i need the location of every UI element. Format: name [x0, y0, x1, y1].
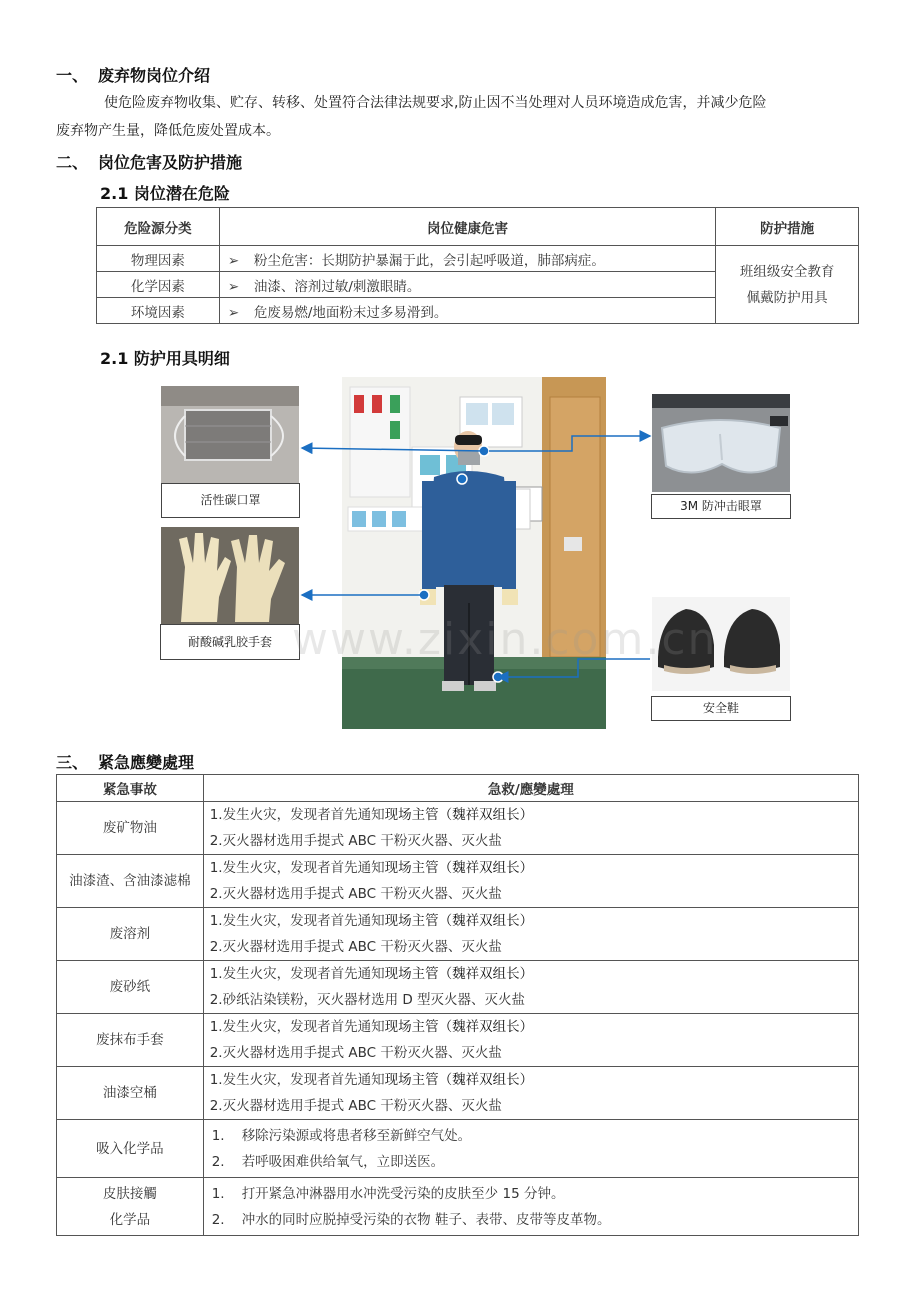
incident-name [57, 1178, 204, 1236]
incident-name: 废砂纸 [57, 961, 204, 1014]
hazard-description [219, 246, 715, 272]
incident-name: 废抹布手套 [57, 1014, 204, 1067]
section3-heading [56, 750, 194, 773]
arrow-bullet-icon: ➢ [227, 304, 240, 321]
table-row [97, 246, 859, 272]
table-row [57, 1178, 859, 1236]
step-number: 1. [211, 1185, 225, 1202]
response-steps [203, 961, 858, 1014]
incident-name: 吸入化学品 [57, 1120, 204, 1178]
step-1-text: 1.发生火灾，发现者首先通知 [209, 913, 385, 929]
hazard-description [219, 298, 715, 324]
step-1-text: 1.发生火灾，发现者首先通知 [209, 1019, 385, 1035]
section1-title: 废弃物岗位介绍 [98, 66, 211, 85]
arrow-bullet-icon: ➢ [227, 278, 240, 295]
response-steps [203, 1014, 858, 1067]
header-hazard: 岗位健康危害 [219, 208, 715, 246]
section1-paragraph [56, 89, 876, 145]
section3-title: 紧急應變處理 [98, 753, 195, 772]
goggles-caption: 3M 防冲击眼罩 [651, 494, 791, 519]
step-1-text: 1.发生火灾，发现者首先通知 [209, 1072, 385, 1088]
hazard-category: 环境因素 [97, 298, 220, 324]
incident-name-line-2: 化学品 [109, 1211, 151, 1228]
header-category: 危险源分类 [97, 208, 220, 246]
response-steps [203, 908, 858, 961]
paragraph-line-1: 使危险废弃物收集、贮存、转移、处置符合法律法规要求,防止因不当处理对人员环境造成危害，并减少危险 [104, 95, 767, 111]
emergency-table-header [57, 775, 859, 802]
step-2-text: 2.灭火器材选用手提式 ABC 干粉灭火器、灭火盐 [209, 1045, 502, 1061]
hazard-text: 危废易燃/地面粉末过多易滑到。 [253, 304, 448, 321]
section3-number: 三、 [56, 753, 89, 772]
step-2-text: 2.灭火器材选用手提式 ABC 干粉灭火器、灭火盐 [209, 886, 502, 902]
step-number: 2. [211, 1153, 225, 1170]
incident-name: 油漆空桶 [57, 1067, 204, 1120]
step-number: 1. [211, 1127, 225, 1144]
step-1-text: 1.发生火灾，发现者首先通知 [209, 807, 385, 823]
incident-name: 废溶剂 [57, 908, 204, 961]
pointer-arrows [0, 370, 920, 740]
incident-name-line-1: 皮肤接觸 [102, 1185, 157, 1202]
header-measures: 防护措施 [716, 208, 859, 246]
hazard-table [96, 207, 859, 324]
step-1-contact: 现场主管（魏祥双组长） [384, 1019, 534, 1035]
step-1-contact: 现场主管（魏祥双组长） [384, 913, 534, 929]
section1-heading [56, 63, 210, 86]
section1-number: 一、 [56, 66, 89, 85]
measure-line-1: 班组级安全教育 [739, 263, 835, 280]
response-steps [203, 1120, 858, 1178]
step-2-text: 2.灭火器材选用手提式 ABC 干粉灭火器、灭火盐 [209, 1098, 502, 1114]
section2-title: 岗位危害及防护措施 [98, 153, 243, 172]
goggles-arrow [489, 436, 650, 451]
incident-name: 废矿物油 [57, 802, 204, 855]
step-1-contact: 现场主管（魏祥双组长） [384, 807, 534, 823]
step-2-text: 冲水的同时应脱掉受污染的衣物 鞋子、表带、皮带等皮革物。 [241, 1211, 611, 1228]
header-incident: 紧急事故 [57, 775, 204, 802]
watermark: www.zixin.com.cn [292, 614, 718, 665]
hazard-category: 化学因素 [97, 272, 220, 298]
response-steps [203, 855, 858, 908]
step-2-text: 若呼吸困难供给氧气，立即送医。 [241, 1153, 445, 1170]
step-2-text: 2.砂纸沾染镁粉，灭火器材选用 D 型灭火器、灭火盐 [209, 992, 526, 1008]
gloves-caption: 耐酸碱乳胶手套 [160, 624, 300, 660]
step-1-text: 1.发生火灾，发现者首先通知 [209, 860, 385, 876]
hazard-category: 物理因素 [97, 246, 220, 272]
incident-name: 油漆渣、含油漆滤棉 [57, 855, 204, 908]
table-row [57, 1120, 859, 1178]
step-1-text: 打开紧急冲淋器用水冲洗受污染的皮肤至少 15 分钟。 [241, 1185, 565, 1202]
table-row [57, 1014, 859, 1067]
step-1-contact: 现场主管（魏祥双组长） [384, 860, 534, 876]
mask-caption: 活性碳口罩 [161, 483, 300, 518]
measure-line-2: 佩戴防护用具 [746, 289, 828, 306]
mask-arrow [302, 448, 484, 451]
paragraph-line-2: 废弃物产生量，降低危废处置成本。 [56, 123, 280, 139]
subsection-hazards-title: 2.1 岗位潜在危险 [100, 184, 230, 203]
table-row [57, 1067, 859, 1120]
step-2-text: 2.灭火器材选用手提式 ABC 干粉灭火器、灭火盐 [209, 833, 502, 849]
shoes-caption: 安全鞋 [651, 696, 791, 721]
hazard-description [219, 272, 715, 298]
step-2-text: 2.灭火器材选用手提式 ABC 干粉灭火器、灭火盐 [209, 939, 502, 955]
step-1-contact: 现场主管（魏祥双组长） [384, 1072, 534, 1088]
emergency-table [56, 774, 859, 1236]
table-row [57, 802, 859, 855]
hazard-text: 油漆、溶剂过敏/刺激眼睛。 [253, 278, 421, 295]
ppe-figure [0, 370, 920, 740]
hazard-table-header [97, 208, 859, 246]
step-1-contact: 现场主管（魏祥双组长） [384, 966, 534, 982]
table-row [57, 961, 859, 1014]
protection-measures [716, 246, 859, 324]
arrow-bullet-icon: ➢ [227, 252, 240, 269]
response-steps [203, 1178, 858, 1236]
subsection-ppe-title: 2.1 防护用具明细 [100, 349, 230, 368]
response-steps [203, 1067, 858, 1120]
section2-heading [56, 150, 242, 173]
table-row [57, 908, 859, 961]
response-steps [203, 802, 858, 855]
header-response: 急救/應變處理 [203, 775, 858, 802]
table-row [57, 855, 859, 908]
section2-number: 二、 [56, 153, 89, 172]
step-1-text: 移除污染源或将患者移至新鲜空气处。 [241, 1127, 472, 1144]
step-1-text: 1.发生火灾，发现者首先通知 [209, 966, 385, 982]
hazard-text: 粉尘危害：长期防护暴漏于此，会引起呼吸道，肺部病症。 [253, 252, 605, 269]
step-number: 2. [211, 1211, 225, 1228]
